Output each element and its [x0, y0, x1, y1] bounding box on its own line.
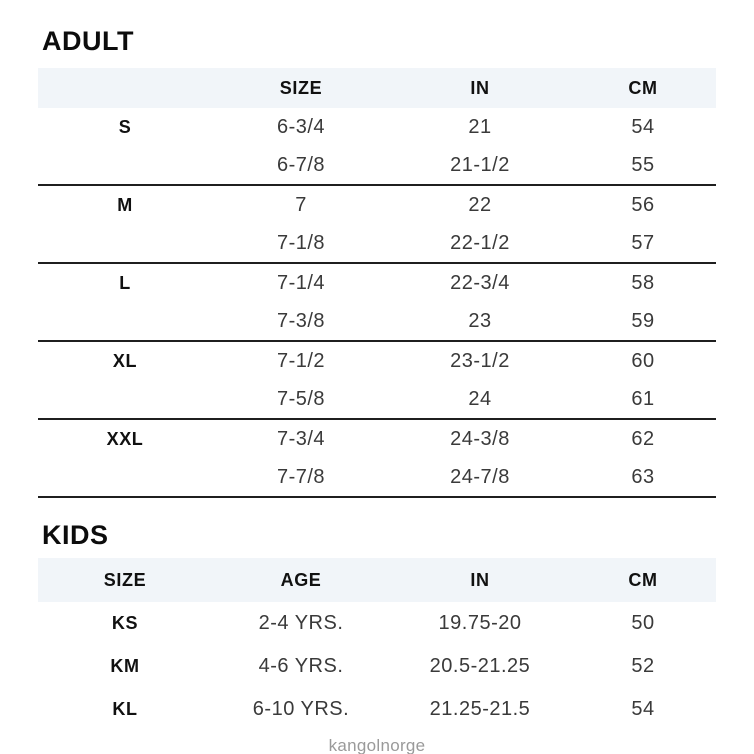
- size-label: KL: [112, 699, 138, 719]
- table-cell: 7-3/4: [276, 427, 326, 450]
- table-cell: 19.75-20: [438, 612, 522, 634]
- size-label-empty: [38, 380, 212, 419]
- adult-size-table: [38, 68, 716, 498]
- size-label: S: [118, 116, 132, 137]
- table-row: [38, 185, 716, 224]
- table-cell: 55: [570, 146, 716, 185]
- table-cell: 62: [631, 427, 655, 450]
- table-cell: 24-7/8: [390, 458, 570, 497]
- kids-col-header-in: IN: [470, 569, 490, 590]
- kids-col-header-size: SIZE: [103, 569, 147, 590]
- table-row: [38, 263, 716, 302]
- table-row: [38, 419, 716, 458]
- size-label-empty: [38, 146, 212, 185]
- kids-table-body: [38, 602, 716, 731]
- size-label: KS: [111, 613, 139, 633]
- kids-section-title: KIDS: [42, 520, 109, 550]
- table-cell: 6-10 YRS.: [252, 698, 350, 720]
- table-cell: 7-1/2: [276, 349, 326, 372]
- table-cell: 54: [631, 698, 655, 720]
- table-cell: 58: [631, 271, 655, 294]
- table-row: [38, 302, 716, 341]
- table-cell: 7-7/8: [212, 458, 390, 497]
- table-cell: 6-7/8: [212, 146, 390, 185]
- table-cell: 21: [468, 115, 492, 138]
- adult-col-header-blank: [38, 68, 212, 108]
- table-cell: 59: [570, 302, 716, 341]
- table-cell: 24-3/8: [450, 427, 510, 450]
- table-cell: 23-1/2: [450, 349, 510, 372]
- table-cell: 50: [631, 612, 655, 634]
- table-cell: 22: [468, 193, 492, 216]
- table-cell: 21-1/2: [390, 146, 570, 185]
- table-cell: 21.25-21.5: [429, 698, 531, 720]
- size-label: KM: [110, 656, 140, 676]
- table-cell: 24: [390, 380, 570, 419]
- table-row: [38, 224, 716, 263]
- table-row: [38, 380, 716, 419]
- table-cell: 23: [390, 302, 570, 341]
- table-row: [38, 458, 716, 497]
- table-cell: 7-3/8: [212, 302, 390, 341]
- size-label-empty: [38, 458, 212, 497]
- kids-size-table: [38, 558, 716, 731]
- size-label: XL: [112, 350, 138, 371]
- adult-header-row: [38, 68, 716, 108]
- adult-col-header-size: SIZE: [279, 77, 323, 98]
- size-label: M: [117, 194, 133, 215]
- table-cell: 7: [295, 193, 307, 216]
- size-label-empty: [38, 302, 212, 341]
- kids-col-header-age: AGE: [280, 569, 322, 590]
- table-cell: 4-6 YRS.: [258, 655, 344, 677]
- table-cell: 7-1/4: [276, 271, 326, 294]
- table-cell: 63: [570, 458, 716, 497]
- brand-footer-text: kangolnorge: [328, 736, 426, 754]
- table-row: [38, 688, 716, 731]
- size-label: L: [119, 272, 131, 293]
- table-cell: 56: [631, 193, 655, 216]
- table-row: [38, 341, 716, 380]
- table-cell: 61: [570, 380, 716, 419]
- size-label: XXL: [106, 428, 144, 449]
- table-cell: 54: [631, 115, 655, 138]
- table-cell: 7-5/8: [212, 380, 390, 419]
- adult-section-title: ADULT: [42, 26, 134, 56]
- kids-col-header-cm: CM: [628, 569, 658, 590]
- table-row: [38, 146, 716, 185]
- adult-col-header-in: IN: [470, 77, 490, 98]
- kids-table-header: [38, 558, 716, 602]
- table-cell: 60: [631, 349, 655, 372]
- kids-header-row: [38, 558, 716, 602]
- table-row: [38, 108, 716, 146]
- table-cell: 52: [631, 655, 655, 677]
- adult-col-header-cm: CM: [628, 77, 658, 98]
- table-cell: 22-1/2: [390, 224, 570, 263]
- table-cell: 57: [570, 224, 716, 263]
- table-cell: 7-1/8: [212, 224, 390, 263]
- table-cell: 2-4 YRS.: [258, 612, 344, 634]
- table-row: [38, 602, 716, 645]
- size-label-empty: [38, 224, 212, 263]
- adult-table-body: [38, 108, 716, 497]
- table-cell: 20.5-21.25: [429, 655, 531, 677]
- table-cell: 6-3/4: [276, 115, 326, 138]
- table-cell: 22-3/4: [450, 271, 510, 294]
- adult-table-header: [38, 68, 716, 108]
- table-row: [38, 645, 716, 688]
